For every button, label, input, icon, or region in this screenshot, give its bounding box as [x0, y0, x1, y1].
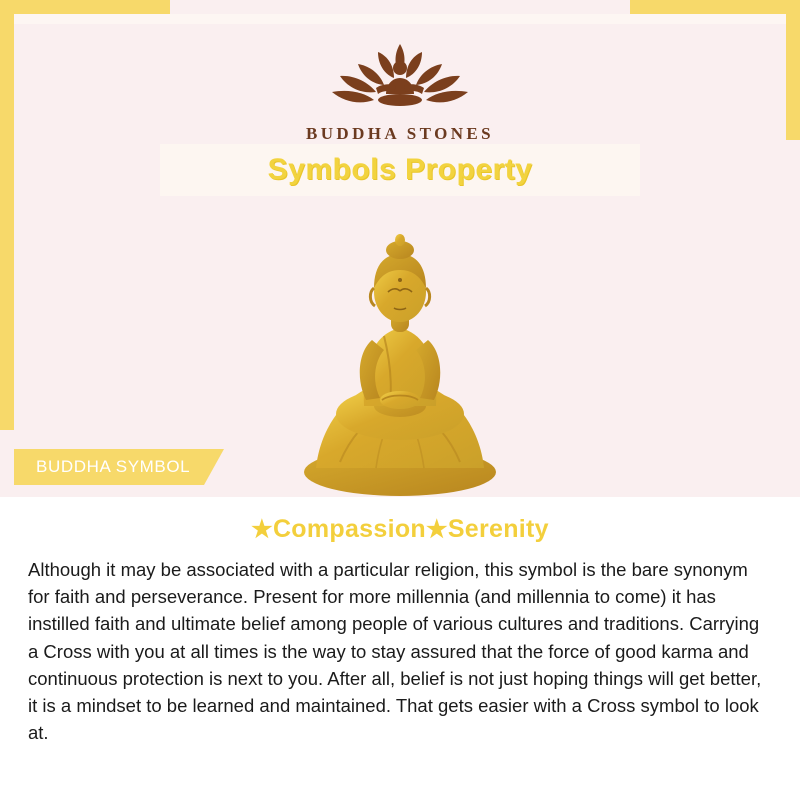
- buddha-symbol-ribbon: [14, 449, 224, 485]
- corner-frame-top-left-horizontal: [0, 0, 170, 14]
- content-subtitle: [0, 497, 800, 544]
- brand-logo: [0, 28, 800, 144]
- title-banner: [160, 144, 640, 196]
- lotus-meditation-figure-icon: [310, 28, 490, 118]
- ribbon-label: BUDDHA SYMBOL: [14, 449, 204, 485]
- star-icon-right: ★: [425, 516, 448, 543]
- brand-name: BUDDHA STONES: [306, 124, 494, 143]
- subtitle-word-compassion: Compassion: [272, 515, 426, 543]
- content-panel: [0, 497, 800, 800]
- top-band: [14, 14, 786, 24]
- seated-buddha-statue-illustration: [280, 200, 520, 500]
- corner-frame-top-right-horizontal: [630, 0, 800, 14]
- star-icon-left: ★: [251, 516, 273, 543]
- content-paragraph: Although it may be associated with a particular religion, this symbol is the bare synonym for faith and perseverance. Present for more millennia (and millennia to come) it has instilled faith and ultimate belief among people of various cultures and traditions. Carrying a Cross with you at all times is the way to stay assured that the force of good karma and continuous protection is next to you. After all, belief is not just hoping things will get better, it is a mindset to be learned and maintained. That gets easier with a Cross symbol to look at.: [28, 559, 762, 744]
- ribbon-tail: [204, 449, 224, 485]
- subtitle-word-serenity: Serenity: [447, 515, 549, 543]
- page-title: Symbols Property: [267, 153, 533, 186]
